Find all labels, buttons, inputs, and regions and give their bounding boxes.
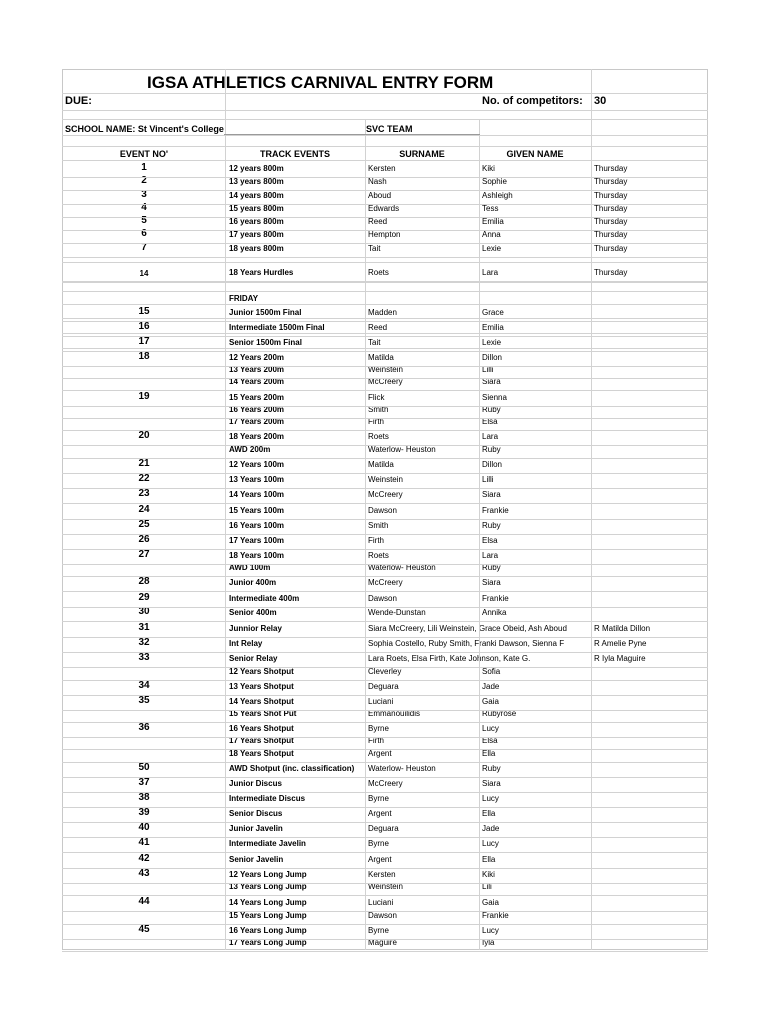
surname-cell: Maguire (368, 938, 397, 947)
given-name-cell: Siara (482, 377, 501, 386)
event-name: Senior Discus (229, 809, 283, 818)
surname-cell: Siara McCreery, Lili Weinstein, Grace Obeid, Ash Aboud (368, 624, 567, 633)
event-number: 15 (138, 306, 150, 317)
extra-note-cell: Thursday (594, 191, 628, 200)
given-name-cell: Siara (482, 490, 501, 499)
given-name-cell: Sofia (482, 667, 501, 676)
grid-row-line (62, 652, 708, 653)
surname-cell: Byrne (368, 839, 389, 848)
event-name: AWD Shotput (inc. classification) (229, 764, 355, 773)
given-name-cell: Lili (482, 882, 492, 891)
header-event-no: EVENT NO' (119, 149, 169, 159)
surname-cell: Byrne (368, 926, 389, 935)
header-surname: SURNAME (399, 149, 445, 159)
given-name-cell: Lucy (482, 926, 499, 935)
event-name: 13 Years Long Jump (229, 882, 307, 891)
given-name-cell: Ruby (482, 405, 501, 414)
surname-cell: McCreery (368, 578, 403, 587)
grid-row-line (62, 939, 708, 940)
event-name: 16 Years Long Jump (229, 926, 307, 935)
given-name-cell: Dillon (482, 460, 503, 469)
grid-row-line (62, 837, 708, 838)
given-name-cell: Kiki (482, 164, 495, 173)
grid-row-line (62, 146, 708, 147)
given-name-cell: Dillon (482, 353, 503, 362)
given-name-cell: Sophie (482, 177, 507, 186)
grid-row-line (62, 637, 708, 638)
grid-row-line (62, 230, 708, 231)
event-number: 45 (138, 924, 150, 935)
surname-cell: Roets (368, 551, 389, 560)
team-label: SVC TEAM (366, 124, 413, 134)
given-name-cell: Lexie (482, 244, 502, 253)
grid-row-line (62, 549, 708, 550)
given-name-cell: Ella (482, 809, 496, 818)
grid-column-line (225, 69, 226, 950)
given-name-cell: Ruby (482, 764, 501, 773)
event-name: 15 Years Long Jump (229, 911, 307, 920)
given-name-cell: Lara (482, 551, 499, 560)
surname-cell: Weinstein (368, 475, 403, 484)
extra-note-cell: Thursday (594, 177, 628, 186)
grid-row-line (62, 895, 708, 896)
grid-row-line (62, 406, 708, 407)
surname-cell: Waterlow- Heuston (368, 445, 436, 454)
grid-row-line (62, 607, 708, 608)
surname-cell: Deguara (368, 824, 399, 833)
surname-cell: Matilda (368, 460, 394, 469)
given-name-cell: Lucy (482, 724, 499, 733)
school-name: SCHOOL NAME: St Vincent's College (65, 124, 224, 134)
event-number: 26 (138, 534, 150, 545)
grid-row-line (62, 737, 708, 738)
event-name: Junior 400m (229, 578, 277, 587)
grid-row-line (62, 883, 708, 884)
grid-row-line (62, 621, 708, 622)
form-title: IGSA ATHLETICS CARNIVAL ENTRY FORM (147, 73, 494, 92)
event-number: 4 (141, 202, 147, 213)
event-number: 39 (138, 807, 150, 818)
event-name: Intermediate 1500m Final (229, 323, 325, 332)
team-underline (224, 134, 480, 135)
surname-cell: Firth (368, 536, 384, 545)
given-name-cell: Emilia (482, 217, 504, 226)
given-name-cell: Ruby (482, 563, 501, 572)
event-number: 14 (139, 269, 149, 278)
event-number: 37 (138, 777, 150, 788)
grid-row-line (62, 348, 708, 349)
event-number: 27 (138, 549, 150, 560)
event-number: 50 (138, 762, 150, 773)
surname-cell: Firth (368, 417, 384, 426)
extra-note-cell: Thursday (594, 268, 628, 277)
given-name-cell: Anna (482, 230, 501, 239)
given-name-cell: Elsa (482, 736, 498, 745)
grid-row-line (62, 204, 708, 205)
event-number: 17 (138, 336, 150, 347)
event-number: 33 (138, 652, 150, 663)
surname-cell: Byrne (368, 794, 389, 803)
event-number: 18 (138, 351, 150, 362)
event-name: 15 years 800m (229, 204, 284, 213)
surname-cell: Matilda (368, 353, 394, 362)
grid-row-line (62, 695, 708, 696)
grid-row-line (62, 282, 708, 283)
grid-row-line (62, 807, 708, 808)
given-name-cell: Sienna (482, 393, 507, 402)
surname-cell: Argent (368, 749, 392, 758)
given-name-cell: Jade (482, 824, 500, 833)
event-name: 18 years 800m (229, 244, 284, 253)
grid-row-line (62, 333, 708, 334)
given-name-cell: Lucy (482, 794, 499, 803)
event-name: 12 Years 200m (229, 353, 285, 362)
event-name: 15 Years 100m (229, 506, 285, 515)
event-number: 29 (138, 592, 150, 603)
event-name: 13 Years 100m (229, 475, 285, 484)
surname-cell: Firth (368, 736, 384, 745)
event-number: 36 (138, 722, 150, 733)
grid-row-line (62, 135, 708, 136)
given-name-cell: Lilli (482, 475, 494, 484)
event-number: 31 (138, 622, 150, 633)
grid-row-line (62, 473, 708, 474)
event-name: 18 Years 200m (229, 432, 285, 441)
surname-cell: Luciani (368, 898, 394, 907)
grid-row-line (62, 868, 708, 869)
given-name-cell: Annika (482, 608, 507, 617)
header-track-events: TRACK EVENTS (259, 149, 330, 159)
event-number: 16 (138, 321, 150, 332)
event-name: 16 Years 100m (229, 521, 285, 530)
event-number: 20 (138, 430, 150, 441)
surname-cell: Kersten (368, 164, 396, 173)
event-number: 34 (138, 680, 150, 691)
event-name: Senior Javelin (229, 855, 284, 864)
given-name-cell: Jade (482, 682, 500, 691)
surname-cell: Reed (368, 323, 388, 332)
extra-note-cell: Thursday (594, 217, 628, 226)
event-name: 14 Years 200m (229, 377, 285, 386)
extra-note-cell: R Iyla Maguire (594, 654, 646, 663)
given-name-cell: Frankie (482, 911, 509, 920)
event-name: Senior Relay (229, 654, 278, 663)
event-name: 17 Years Long Jump (229, 938, 307, 947)
event-number: 44 (138, 896, 150, 907)
surname-cell: Argent (368, 809, 392, 818)
day-label-friday: FRIDAY (229, 294, 259, 303)
grid-row-line (62, 351, 708, 352)
event-name: 14 Years Long Jump (229, 898, 307, 907)
event-name: 17 Years 100m (229, 536, 285, 545)
grid-row-line (62, 390, 708, 391)
surname-cell: Roets (368, 432, 389, 441)
event-number: 2 (141, 175, 147, 186)
grid-row-line (62, 321, 708, 322)
given-name-cell: Ella (482, 749, 496, 758)
grid-row-line (62, 762, 708, 763)
given-name-cell: Siara (482, 578, 501, 587)
grid-row-line (62, 110, 708, 111)
grid-row-line (62, 488, 708, 489)
event-number: 40 (138, 822, 150, 833)
grid-row-line (62, 160, 708, 161)
grid-row-line (62, 519, 708, 520)
surname-cell: McCreery (368, 377, 403, 386)
surname-cell: Emmanouilidis (368, 709, 421, 718)
surname-cell: Tait (368, 338, 381, 347)
given-name-cell: Gaia (482, 898, 499, 907)
grid-row-line (62, 445, 708, 446)
given-name-cell: Ruby (482, 521, 501, 530)
event-number: 7 (141, 242, 147, 253)
event-name: Senior 400m (229, 608, 277, 617)
event-name: Intermediate 400m (229, 594, 300, 603)
grid-column-line (591, 69, 592, 950)
grid-row-line (62, 503, 708, 504)
competitors-count: 30 (594, 95, 607, 107)
event-name: Intermediate Javelin (229, 839, 306, 848)
event-name: Senior 1500m Final (229, 338, 302, 347)
given-name-cell: Lilli (482, 365, 494, 374)
surname-cell: Edwards (368, 204, 400, 213)
grid-row-line (62, 177, 708, 178)
event-name: 18 Years 100m (229, 551, 285, 560)
grid-row-line (62, 304, 708, 305)
surname-cell: Argent (368, 855, 392, 864)
grid-row-line (62, 924, 708, 925)
surname-cell: McCreery (368, 490, 403, 499)
event-number: 22 (138, 473, 150, 484)
surname-cell: Wende-Dunstan (368, 608, 426, 617)
grid-row-line (62, 564, 708, 565)
event-number: 32 (138, 637, 150, 648)
event-name: 17 Years 200m (229, 417, 285, 426)
event-name: 15 Years 200m (229, 393, 285, 402)
event-name: AWD 200m (229, 445, 271, 454)
grid-row-line (62, 710, 708, 711)
grid-row-line (62, 576, 708, 577)
event-name: 12 years 800m (229, 164, 284, 173)
extra-note-cell: R Matilda Dillon (594, 624, 651, 633)
event-number: 3 (141, 189, 147, 200)
given-name-cell: Ruby (482, 445, 501, 454)
extra-note-cell: Thursday (594, 204, 628, 213)
event-name: 12 Years Shotput (229, 667, 294, 676)
surname-cell: Dawson (368, 594, 397, 603)
event-name: Junnior Relay (229, 624, 282, 633)
surname-cell: Dawson (368, 506, 397, 515)
grid-row-line (62, 822, 708, 823)
surname-cell: Madden (368, 308, 397, 317)
surname-cell: McCreery (368, 779, 403, 788)
surname-cell: Nash (368, 177, 387, 186)
grid-row-line (62, 217, 708, 218)
event-name: 12 Years Long Jump (229, 870, 307, 879)
event-name: Int Relay (229, 639, 263, 648)
given-name-cell: Lara (482, 432, 499, 441)
event-name: Junior Discus (229, 779, 282, 788)
surname-cell: Weinstein (368, 882, 403, 891)
event-number: 21 (138, 458, 150, 469)
due-label: DUE: (65, 95, 92, 107)
event-number: 5 (141, 215, 147, 226)
event-name: 18 Years Hurdles (229, 268, 294, 277)
event-name: 16 Years 200m (229, 405, 285, 414)
event-name: Junior Javelin (229, 824, 283, 833)
surname-cell: Reed (368, 217, 388, 226)
grid-row-line (62, 190, 708, 191)
event-name: 12 Years 100m (229, 460, 285, 469)
header-given-name: GIVEN NAME (506, 149, 564, 159)
surname-cell: Dawson (368, 911, 397, 920)
event-name: Junior 1500m Final (229, 308, 302, 317)
grid-row-line (62, 243, 708, 244)
event-number: 38 (138, 792, 150, 803)
surname-cell: Smith (368, 521, 389, 530)
given-name-cell: Rubyrose (482, 709, 517, 718)
event-number: 28 (138, 576, 150, 587)
event-number: 35 (138, 695, 150, 706)
event-number: 19 (138, 391, 150, 402)
event-name: 16 Years Shotput (229, 724, 294, 733)
event-name: 14 years 800m (229, 191, 284, 200)
event-name: Intermediate Discus (229, 794, 306, 803)
extra-note-cell: Thursday (594, 164, 628, 173)
event-name: 15 Years Shot Put (229, 709, 297, 718)
surname-cell: Kersten (368, 870, 396, 879)
grid-row-line (62, 318, 708, 319)
event-name: 16 years 800m (229, 217, 284, 226)
event-number: 41 (138, 837, 150, 848)
given-name-cell: Siara (482, 779, 501, 788)
grid-row-line (62, 534, 708, 535)
surname-cell: Deguara (368, 682, 399, 691)
extra-note-cell: Thursday (594, 230, 628, 239)
event-number: 25 (138, 519, 150, 530)
grid-row-line (62, 777, 708, 778)
grid-row-line (62, 336, 708, 337)
given-name-cell: Frankie (482, 594, 509, 603)
event-name: 14 Years Shotput (229, 697, 294, 706)
event-name: 13 Years 200m (229, 365, 285, 374)
surname-cell: Weinstein (368, 365, 403, 374)
surname-cell: Luciani (368, 697, 394, 706)
event-number: 6 (141, 228, 147, 239)
surname-cell: Tait (368, 244, 381, 253)
given-name-cell: Ella (482, 855, 496, 864)
event-name: 14 Years 100m (229, 490, 285, 499)
grid-row-line (62, 792, 708, 793)
competitors-label: No. of competitors: (482, 95, 583, 107)
grid-row-line (62, 749, 708, 750)
given-name-cell: Lexie (482, 338, 502, 347)
grid-row-line (62, 591, 708, 592)
event-number: 23 (138, 488, 150, 499)
surname-cell: Hempton (368, 230, 401, 239)
grid-row-line (62, 852, 708, 853)
grid-row-line (62, 458, 708, 459)
grid-row-line (62, 680, 708, 681)
event-number: 43 (138, 868, 150, 879)
surname-cell: Waterlow- Heuston (368, 764, 436, 773)
surname-cell: Cleverley (368, 667, 402, 676)
grid-row-line (62, 262, 708, 263)
grid-row-line (62, 119, 708, 120)
surname-cell: Aboud (368, 191, 392, 200)
grid-row-line (62, 418, 708, 419)
surname-cell: Flick (368, 393, 385, 402)
given-name-cell: Lucy (482, 839, 499, 848)
grid-row-line (62, 93, 708, 94)
given-name-cell: Lara (482, 268, 499, 277)
given-name-cell: Frankie (482, 506, 509, 515)
grid-row-line (62, 951, 708, 952)
event-name: 13 years 800m (229, 177, 284, 186)
given-name-cell: Elsa (482, 536, 498, 545)
grid-row-line (62, 430, 708, 431)
grid-row-line (62, 257, 708, 258)
grid-row-line (62, 722, 708, 723)
event-name: 17 years 800m (229, 230, 284, 239)
given-name-cell: Emilia (482, 323, 504, 332)
surname-cell: Sophia Costello, Ruby Smith, Franki Dawson, Sienna F (368, 639, 565, 648)
grid-row-line (62, 378, 708, 379)
event-number: 42 (138, 853, 150, 864)
grid-row-line (62, 911, 708, 912)
event-number: 30 (138, 606, 150, 617)
extra-note-cell: R Amelie Pyne (594, 639, 647, 648)
event-name: 13 Years Shotput (229, 682, 294, 691)
event-name: 18 Years Shotput (229, 749, 294, 758)
grid-row-line (62, 291, 708, 292)
event-number: 24 (138, 504, 150, 515)
surname-cell: Byrne (368, 724, 389, 733)
given-name-cell: Gaia (482, 697, 499, 706)
surname-cell: Smith (368, 405, 389, 414)
grid-row-line (62, 667, 708, 668)
given-name-cell: Grace (482, 308, 504, 317)
surname-cell: Roets (368, 268, 389, 277)
given-name-cell: Kiki (482, 870, 495, 879)
extra-note-cell: Thursday (594, 244, 628, 253)
given-name-cell: Elsa (482, 417, 498, 426)
given-name-cell: Iyla (482, 938, 495, 947)
event-name: 17 Years Shotput (229, 736, 294, 745)
given-name-cell: Ashleigh (482, 191, 513, 200)
grid-row-line (62, 366, 708, 367)
surname-cell: Waterlow- Heuston (368, 563, 436, 572)
given-name-cell: Tess (482, 204, 499, 213)
event-name: AWD 100m (229, 563, 271, 572)
surname-cell: Lara Roets, Elsa Firth, Kate Johnson, Kate G. (368, 654, 531, 663)
event-number: 1 (141, 162, 147, 173)
